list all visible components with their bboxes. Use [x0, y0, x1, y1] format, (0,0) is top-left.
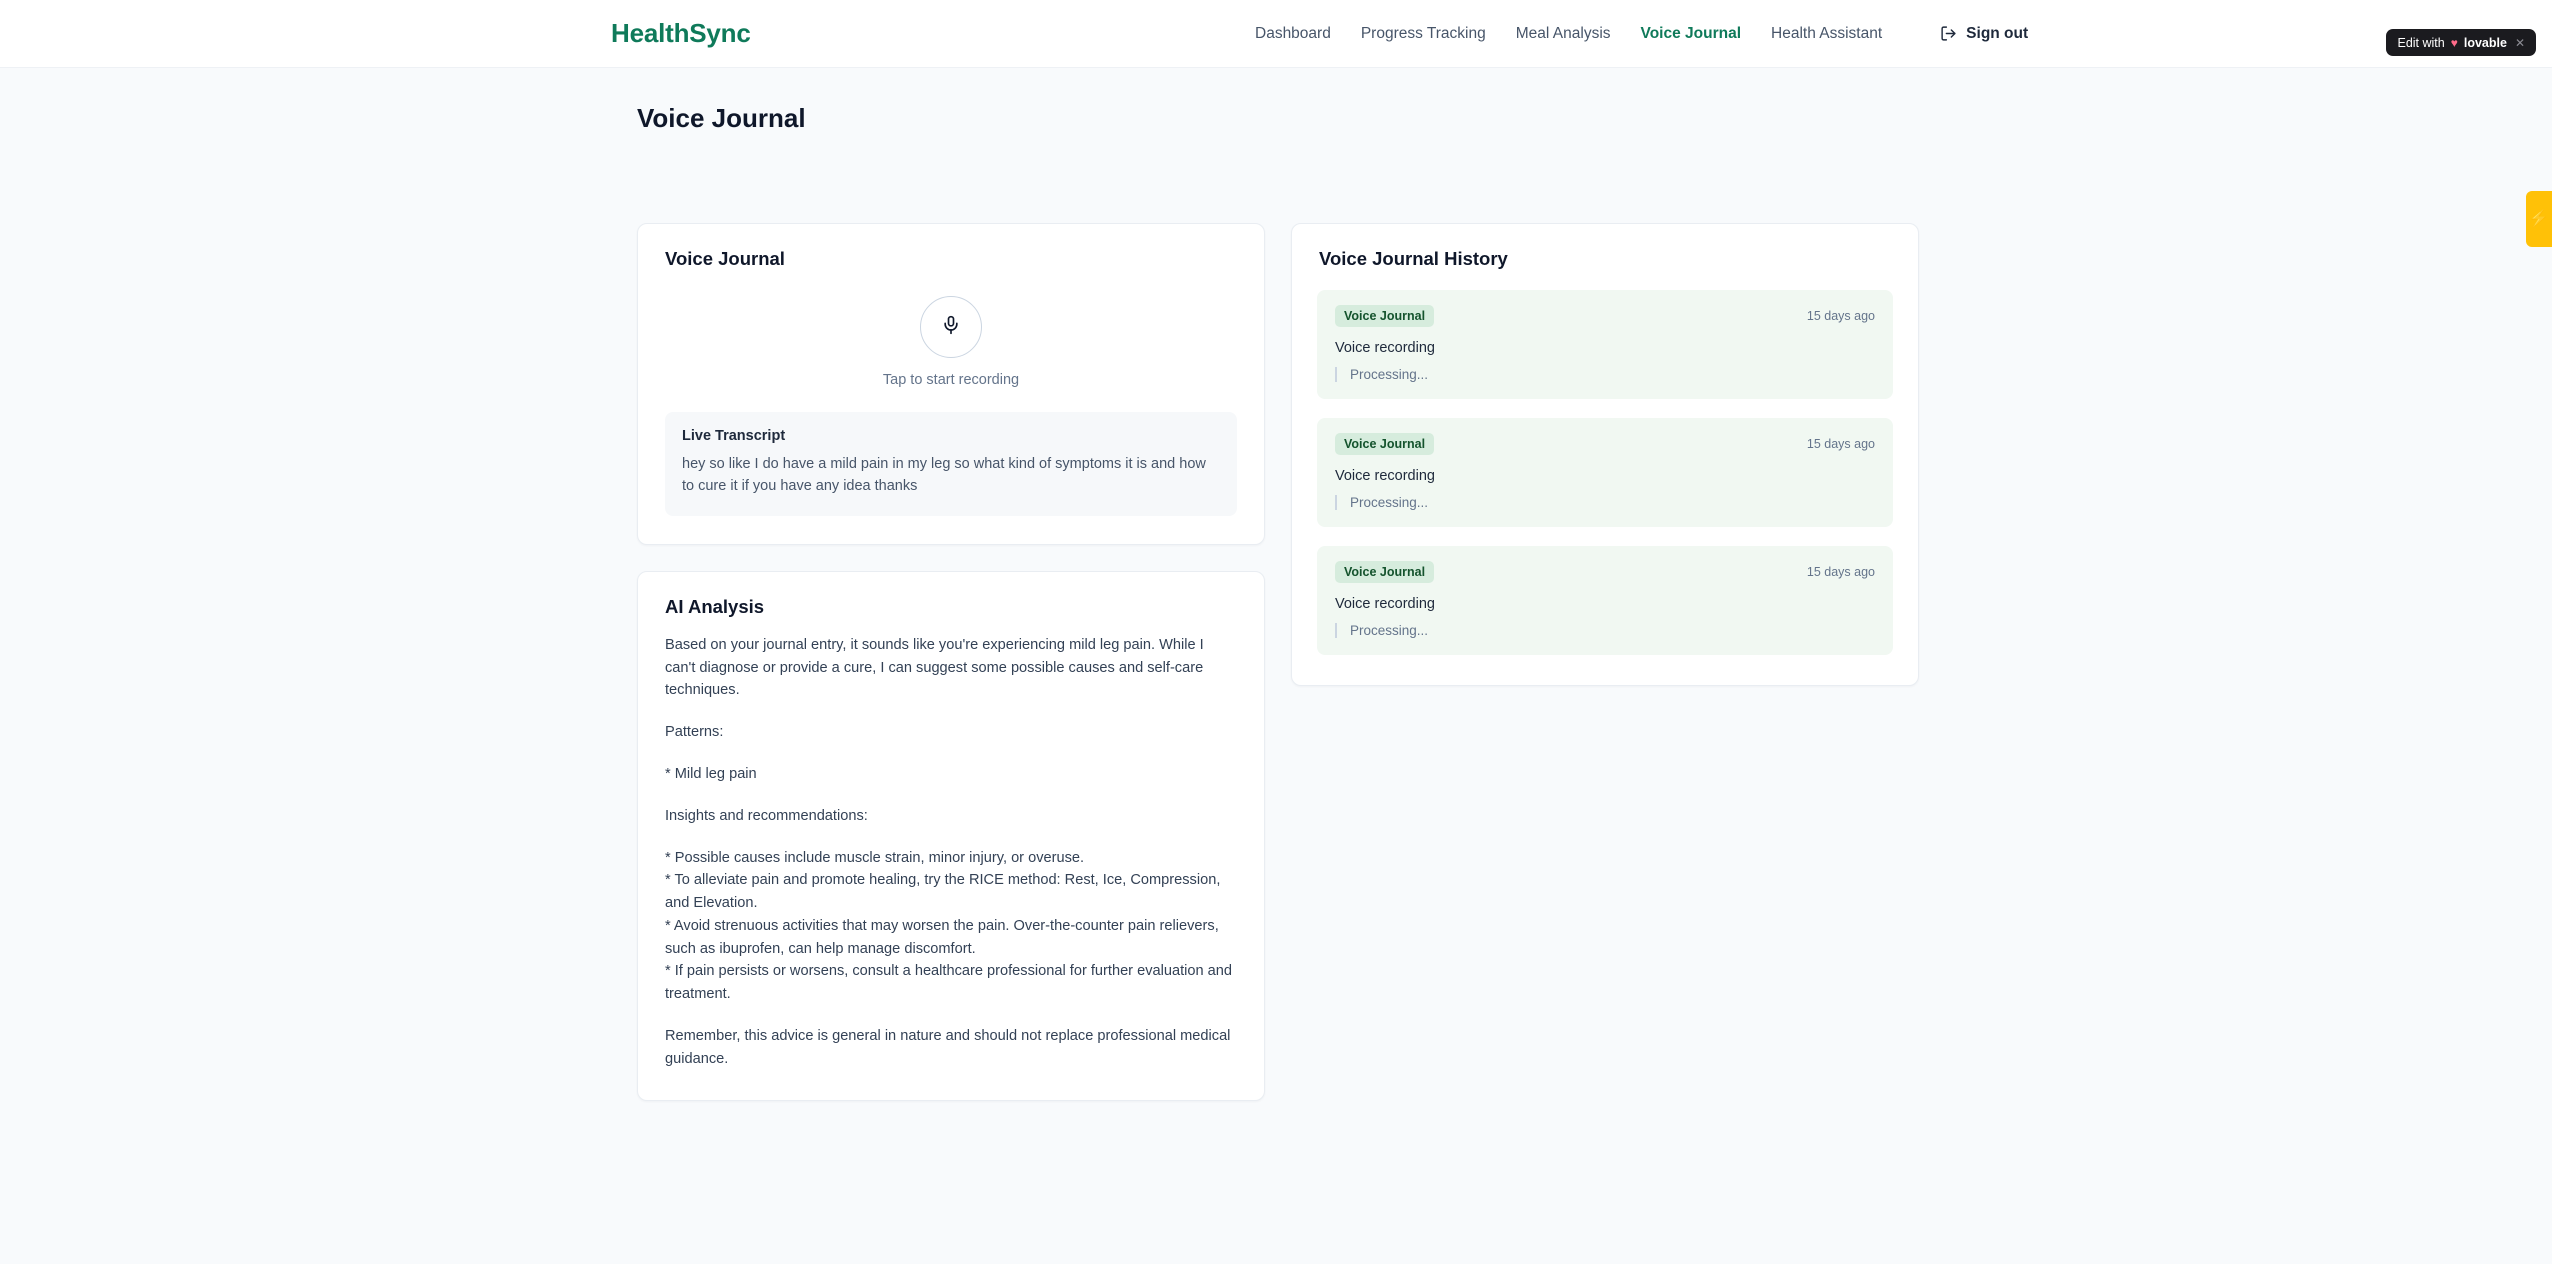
page-title: Voice Journal	[637, 103, 806, 133]
ai-analysis-title: AI Analysis	[665, 595, 765, 617]
analysis-closing: Remember, this advice is general in nature and should not replace professional medical guidance.	[665, 1027, 1231, 1067]
edit-with-lovable-badge[interactable]	[2386, 29, 2536, 56]
analysis-intro: Based on your journal entry, it sounds like you're experiencing mild leg pain. While I can't diagnose or provide a cure, I can suggest some possible causes and self-care techniques.	[665, 636, 1204, 699]
analysis-patterns-label: Patterns:	[665, 724, 724, 741]
analysis-insights-label: Insights and recommendations:	[665, 807, 868, 824]
history-item-title: Voice recording	[1335, 468, 1435, 484]
voice-journal-recorder-card	[637, 223, 1265, 545]
analysis-insight-item: * Possible causes include muscle strain, minor injury, or overuse.	[665, 849, 1085, 866]
analysis-patterns-list	[665, 763, 1237, 786]
badge-brand-label: lovable	[2463, 35, 2507, 50]
record-button[interactable]	[920, 296, 982, 358]
history-list-item[interactable]	[1317, 418, 1893, 527]
voice-journal-history-card	[1291, 223, 1919, 686]
heart-icon: ♥	[2450, 35, 2458, 50]
lightning-icon: ⚡	[2528, 209, 2550, 228]
history-item-title: Voice recording	[1335, 596, 1435, 612]
recorder-body	[638, 270, 1264, 544]
history-item-timestamp: 15 days ago	[1806, 309, 1875, 323]
top-navbar	[0, 0, 2552, 68]
mic-area	[665, 288, 1237, 388]
recorder-card-title: Voice Journal	[665, 248, 785, 269]
right-column	[1291, 223, 1919, 1101]
nav-item-dashboard[interactable]: Dashboard	[1255, 24, 1331, 42]
ai-analysis-body	[638, 618, 1264, 1100]
history-item-timestamp: 15 days ago	[1806, 565, 1875, 579]
ai-analysis-card	[637, 571, 1265, 1101]
history-item-status: Processing...	[1335, 495, 1875, 510]
analysis-insights-list	[665, 847, 1237, 1006]
brand-logo[interactable]: HealthSync	[611, 18, 751, 48]
history-item-header	[1335, 433, 1875, 455]
analysis-insight-item: * If pain persists or worsens, consult a healthcare professional for further evaluation and treatment.	[665, 963, 1233, 1003]
history-card-title: Voice Journal History	[1319, 248, 1508, 269]
history-item-status: Processing...	[1335, 623, 1875, 638]
microphone-icon	[941, 315, 961, 340]
left-column	[637, 223, 1265, 1101]
live-transcript-text: hey so like I do have a mild pain in my leg so what kind of symptoms it is and how to cure it if you have any idea thanks	[682, 456, 1206, 495]
status-badge: Voice Journal	[1335, 305, 1434, 327]
nav-links	[1255, 25, 2028, 43]
status-badge: Voice Journal	[1335, 433, 1434, 455]
analysis-insight-item: * To alleviate pain and promote healing, try the RICE method: Rest, Ice, Compression, and Elevation.	[665, 872, 1221, 912]
analysis-pattern-item: * Mild leg pain	[665, 766, 757, 782]
analysis-insight-item: * Avoid strenuous activities that may worsen the pain. Over-the-counter pain relievers, such as ibuprofen, can help manage discomfort.	[665, 917, 1219, 957]
live-transcript-label: Live Transcript	[682, 428, 786, 444]
nav-item-voice-journal[interactable]: Voice Journal	[1640, 24, 1742, 42]
live-transcript-panel	[665, 412, 1237, 516]
recording-hint: Tap to start recording	[882, 372, 1020, 388]
history-item-header	[1335, 305, 1875, 327]
history-item-title: Voice recording	[1335, 340, 1435, 356]
nav-item-health-assistant[interactable]: Health Assistant	[1771, 24, 1883, 42]
side-panel-toggle[interactable]	[2526, 191, 2552, 247]
sign-out-button[interactable]	[1940, 25, 2028, 43]
content-columns	[637, 223, 1919, 1101]
status-badge: Voice Journal	[1335, 561, 1434, 583]
history-item-header	[1335, 561, 1875, 583]
sign-out-label: Sign out	[1966, 24, 2029, 42]
history-list-item[interactable]	[1317, 290, 1893, 399]
history-item-timestamp: 15 days ago	[1806, 437, 1875, 451]
nav-item-meal-analysis[interactable]: Meal Analysis	[1515, 24, 1611, 42]
history-list-item[interactable]	[1317, 546, 1893, 655]
history-list	[1292, 270, 1918, 685]
badge-prefix-label: Edit with	[2397, 35, 2445, 50]
nav-item-progress-tracking[interactable]: Progress Tracking	[1360, 24, 1486, 42]
logout-icon	[1940, 25, 1957, 42]
close-icon[interactable]: ✕	[2514, 35, 2525, 50]
history-item-status: Processing...	[1335, 367, 1875, 382]
